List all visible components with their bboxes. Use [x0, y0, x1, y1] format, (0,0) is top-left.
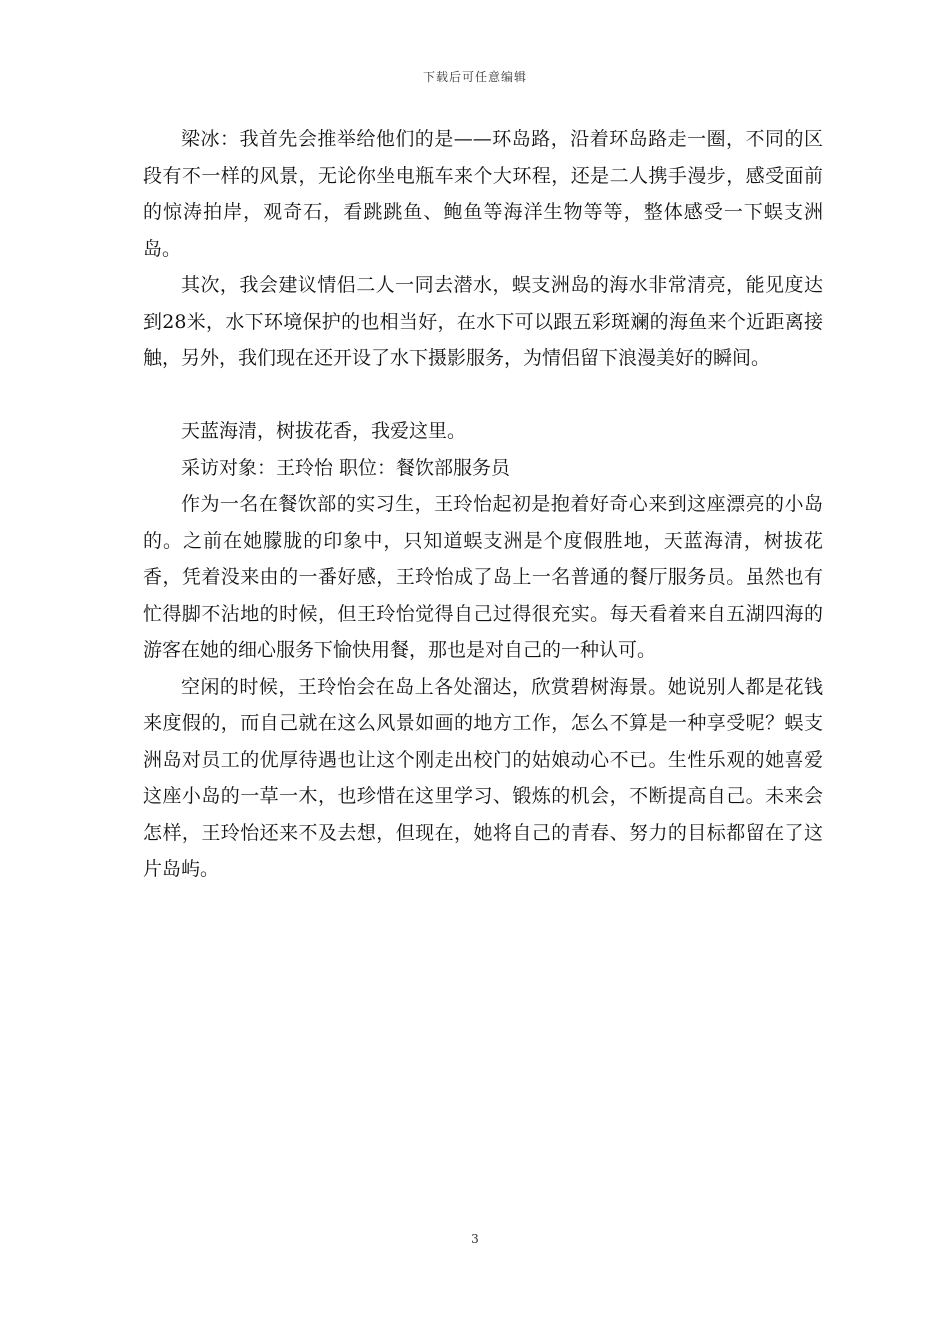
section-heading: 天蓝海清，树拔花香，我爱这里。 — [181, 420, 467, 442]
paragraph-liang-bing-intro: 梁冰：我首先会推举给他们的是——环岛路，沿着环岛路走一圈，不同的区段有不一样的风景，无论你坐电瓶车来个大环程，还是二人携手漫步，感受面前的惊涛拍岸，观奇石，看跳跳鱼、鲍鱼等海洋生物等等，整体感受一下蜈支洲岛。 — [143, 128, 823, 260]
paragraph-diving-suggestion: 其次，我会建议情侣二人一同去潜水，蜈支洲岛的海水非常清亮，能见度达到28米，水下环境保护的也相当好，在水下可以跟五彩斑斓的海鱼来个近距离接触，另外，我们现在还开设了水下摄影服务，为情侣留下浪漫美好的瞬间。 — [143, 274, 823, 369]
paragraph-leisure-time: 空闲的时候，王玲怡会在岛上各处溜达，欣赏碧树海景。她说别人都是花钱来度假的，而自己就在这么风景如画的地方工作，怎么不算是一种享受呢？蜈支洲岛对员工的优厚待遇也让这个刚走出校门的姑娘动心不已。生性乐观的她喜爱这座小岛的一草一木，也珍惜在这里学习、锻炼的机会，不断提高自己。未来会怎样，王玲怡还来不及去想，但现在，她将自己的青春、努力的目标都留在了这片岛屿。 — [143, 675, 823, 880]
page-header: 下载后可任意编辑 — [422, 70, 527, 84]
paragraph-spacer — [143, 377, 823, 414]
page-number: 3 — [471, 1232, 479, 1246]
document-body — [143, 121, 823, 888]
interviewee-info: 采访对象：王玲怡 职位：餐饮部服务员 — [181, 456, 511, 479]
paragraph-intern-story: 作为一名在餐饮部的实习生，王玲怡起初是抱着好奇心来到这座漂亮的小岛的。之前在她朦胧的印象中，只知道蜈支洲是个度假胜地，天蓝海清，树拔花香，凭着没来由的一番好感，王玲怡成了岛上一名普通的餐厅服务员。虽然也有忙得脚不沾地的时候，但王玲怡觉得自己过得很充实。每天看着来自五湖四海的游客在她的细心服务下愉快用餐，那也是对自己的一种认可。 — [143, 493, 823, 661]
